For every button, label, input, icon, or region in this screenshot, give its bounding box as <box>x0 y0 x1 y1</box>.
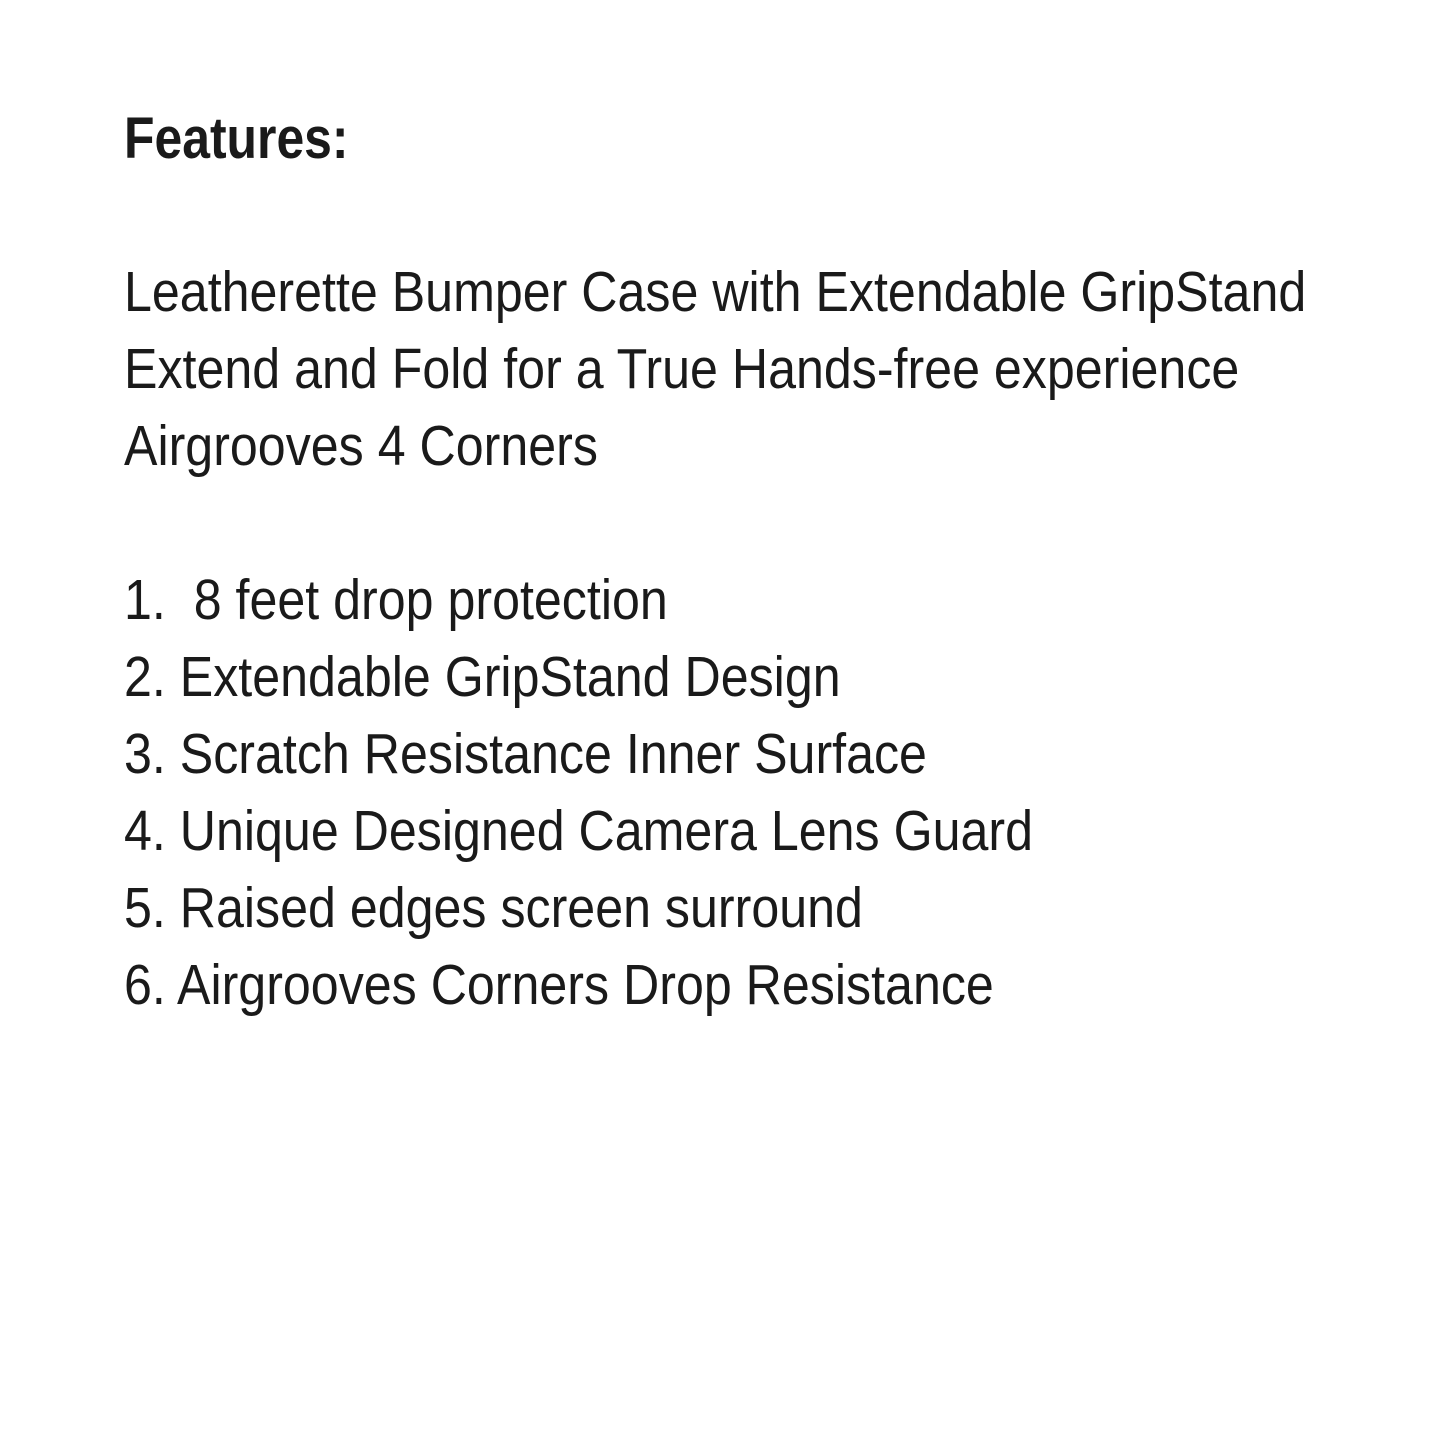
intro-paragraph <box>124 254 1405 485</box>
feature-item-4: 4. Unique Designed Camera Lens Guard <box>124 799 1033 863</box>
intro-line-1: Leatherette Bumper Case with Extendable GripStand <box>124 260 1307 324</box>
features-heading: Features: <box>124 106 349 171</box>
intro-line-3: Airgrooves 4 Corners <box>124 414 598 478</box>
intro-line-2: Extend and Fold for a True Hands-free experience <box>124 337 1240 401</box>
feature-item-6: 6. Airgrooves Corners Drop Resistance <box>124 953 994 1017</box>
feature-item-3: 3. Scratch Resistance Inner Surface <box>124 722 927 786</box>
feature-item-5: 5. Raised edges screen surround <box>124 876 863 940</box>
feature-list <box>124 562 1405 1024</box>
feature-item-2: 2. Extendable GripStand Design <box>124 645 841 709</box>
feature-item-1: 1. 8 feet drop protection <box>124 568 668 632</box>
